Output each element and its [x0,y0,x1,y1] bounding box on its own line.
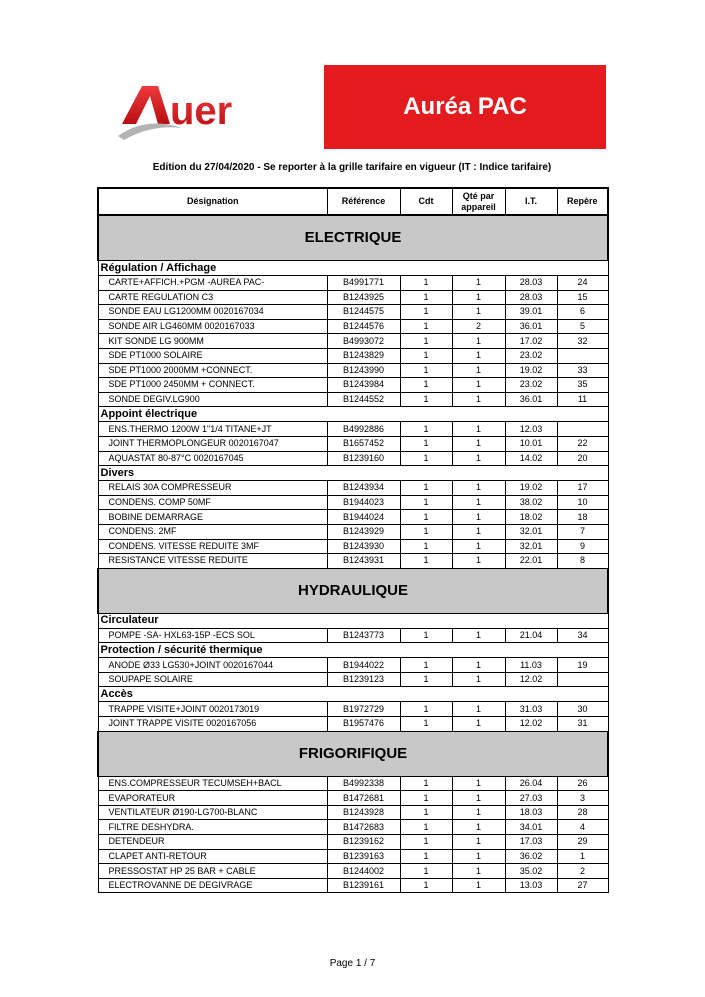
cell-designation: TRAPPE VISITE+JOINT 0020173019 [98,702,327,717]
table-row [98,524,608,539]
cell-repere: 10 [557,495,608,510]
cell-cdt: 1 [400,878,452,893]
category-label: Appoint électrique [98,407,608,422]
col-qty: Qté par appareil [452,188,505,215]
page-number: Page 1 / 7 [329,958,376,969]
cell-qty: 1 [452,510,505,525]
table-row [98,539,608,554]
table-row [98,510,608,525]
category-row [98,687,608,702]
cell-reference: B4991771 [327,276,400,291]
cell-it: 26.04 [505,776,557,791]
table-row [98,495,608,510]
cell-reference: B1239161 [327,878,400,893]
cell-cdt: 1 [400,392,452,407]
cell-designation: CARTE REGULATION C3 [98,290,327,305]
cell-it: 12.03 [505,422,557,437]
cell-repere: 27 [557,878,608,893]
cell-reference: B1243931 [327,554,400,569]
cell-reference: B1243934 [327,481,400,496]
cell-reference: B4993072 [327,334,400,349]
cell-cdt: 1 [400,805,452,820]
cell-cdt: 1 [400,776,452,791]
cell-it: 39.01 [505,305,557,320]
cell-cdt: 1 [400,524,452,539]
cell-it: 14.02 [505,451,557,466]
cell-cdt: 1 [400,628,452,643]
category-label: Régulation / Affichage [98,261,608,276]
cell-designation: CONDENS. VITESSE REDUITE 3MF [98,539,327,554]
cell-reference: B1244002 [327,864,400,879]
category-label: Divers [98,466,608,481]
cell-it: 38.02 [505,495,557,510]
cell-it: 27.03 [505,791,557,806]
svg-text:uer: uer [170,89,233,133]
cell-repere: 22 [557,436,608,451]
cell-qty: 1 [452,878,505,893]
table-row [98,791,608,806]
cell-qty: 1 [452,864,505,879]
cell-qty: 1 [452,334,505,349]
table-row [98,702,608,717]
table-row [98,392,608,407]
cell-reference: B1972729 [327,702,400,717]
cell-qty: 1 [452,791,505,806]
category-row [98,407,608,422]
cell-designation: RELAIS 30A COMPRESSEUR [98,481,327,496]
parts-table [97,187,609,893]
cell-repere: 24 [557,276,608,291]
category-row [98,643,608,658]
cell-repere [557,672,608,687]
cell-designation: POMPE -SA- HXL63-15P -ECS SOL [98,628,327,643]
cell-qty: 1 [452,276,505,291]
cell-qty: 1 [452,554,505,569]
cell-repere: 34 [557,628,608,643]
cell-designation: CONDENS. COMP 50MF [98,495,327,510]
cell-cdt: 1 [400,378,452,393]
cell-qty: 1 [452,702,505,717]
cell-it: 31.03 [505,702,557,717]
cell-designation: CONDENS. 2MF [98,524,327,539]
cell-repere: 1 [557,849,608,864]
cell-reference: B1243928 [327,805,400,820]
cell-designation: SONDE AIR LG460MM 0020167033 [98,319,327,334]
cell-designation: AQUASTAT 80-87°C 0020167045 [98,451,327,466]
table-row [98,835,608,850]
cell-repere: 33 [557,363,608,378]
category-label: Protection / sécurité thermique [98,643,608,658]
cell-it: 17.02 [505,334,557,349]
cell-reference: B1244552 [327,392,400,407]
cell-repere: 8 [557,554,608,569]
cell-cdt: 1 [400,849,452,864]
cell-it: 28.03 [505,290,557,305]
table-row [98,481,608,496]
cell-cdt: 1 [400,510,452,525]
cell-designation: SONDE DEGIV.LG900 [98,392,327,407]
cell-qty: 1 [452,672,505,687]
cell-repere: 2 [557,864,608,879]
table-row [98,820,608,835]
product-title: Auréa PAC [324,65,606,149]
cell-it: 12.02 [505,717,557,732]
table-row [98,422,608,437]
cell-it: 21.04 [505,628,557,643]
cell-reference: B1472681 [327,791,400,806]
cell-repere: 3 [557,791,608,806]
cell-reference: B1944024 [327,510,400,525]
table-row [98,658,608,673]
cell-cdt: 1 [400,290,452,305]
cell-it: 34.01 [505,820,557,835]
cell-cdt: 1 [400,539,452,554]
table-row [98,290,608,305]
cell-reference: B1243984 [327,378,400,393]
table-row [98,878,608,893]
cell-repere [557,422,608,437]
cell-qty: 1 [452,539,505,554]
cell-reference: B1243829 [327,348,400,363]
cell-repere: 35 [557,378,608,393]
cell-qty: 1 [452,805,505,820]
cell-cdt: 1 [400,276,452,291]
cell-designation: CLAPET ANTI-RETOUR [98,849,327,864]
cell-designation: SDE PT1000 SOLAIRE [98,348,327,363]
table-row [98,554,608,569]
cell-repere: 5 [557,319,608,334]
cell-it: 22.01 [505,554,557,569]
cell-designation: JOINT THERMOPLONGEUR 0020167047 [98,436,327,451]
cell-reference: B1239163 [327,849,400,864]
cell-designation: ANODE Ø33 LG530+JOINT 0020167044 [98,658,327,673]
cell-reference: B1944022 [327,658,400,673]
cell-it: 10.01 [505,436,557,451]
cell-it: 35.02 [505,864,557,879]
cell-it: 36.01 [505,392,557,407]
cell-repere [557,348,608,363]
cell-designation: ENS.COMPRESSEUR TECUMSEH+BACL [98,776,327,791]
cell-qty: 1 [452,392,505,407]
cell-designation: ENS.THERMO 1200W 1"1/4 TITANE+JT [98,422,327,437]
cell-reference: B1243929 [327,524,400,539]
cell-designation: SOUPAPE SOLAIRE [98,672,327,687]
cell-repere: 30 [557,702,608,717]
cell-cdt: 1 [400,436,452,451]
cell-cdt: 1 [400,820,452,835]
cell-cdt: 1 [400,658,452,673]
cell-repere: 18 [557,510,608,525]
cell-it: 19.02 [505,481,557,496]
cell-qty: 1 [452,820,505,835]
cell-it: 23.02 [505,378,557,393]
cell-designation: SONDE EAU LG1200MM 0020167034 [98,305,327,320]
cell-qty: 1 [452,290,505,305]
category-label: Accès [98,687,608,702]
cell-cdt: 1 [400,451,452,466]
cell-designation: EVAPORATEUR [98,791,327,806]
cell-repere: 6 [557,305,608,320]
cell-qty: 1 [452,776,505,791]
col-reference: Référence [327,188,400,215]
cell-repere: 29 [557,835,608,850]
cell-repere: 15 [557,290,608,305]
cell-designation: FILTRE DESHYDRA. [98,820,327,835]
cell-cdt: 1 [400,864,452,879]
section-title: HYDRAULIQUE [98,568,608,613]
cell-repere: 32 [557,334,608,349]
cell-repere: 26 [557,776,608,791]
cell-reference: B4992886 [327,422,400,437]
cell-qty: 1 [452,378,505,393]
table-row [98,849,608,864]
cell-qty: 1 [452,305,505,320]
table-row [98,305,608,320]
cell-reference: B1243930 [327,539,400,554]
edition-note: Edition du 27/04/2020 - Se reporter à la grille tarifaire en vigueur (IT : Indice tarifaire) [152,162,552,173]
cell-it: 28.03 [505,276,557,291]
cell-cdt: 1 [400,348,452,363]
cell-repere: 7 [557,524,608,539]
cell-reference: B4992338 [327,776,400,791]
cell-reference: B1243925 [327,290,400,305]
cell-designation: PRESSOSTAT HP 25 BAR + CABLE [98,864,327,879]
section-title: FRIGORIFIQUE [98,731,608,776]
cell-reference: B1243990 [327,363,400,378]
cell-designation: ELECTROVANNE DE DEGIVRAGE [98,878,327,893]
cell-qty: 1 [452,363,505,378]
table-row [98,776,608,791]
cell-reference: B1239162 [327,835,400,850]
cell-cdt: 1 [400,717,452,732]
cell-reference: B1239123 [327,672,400,687]
cell-it: 32.01 [505,524,557,539]
category-row [98,261,608,276]
cell-repere: 9 [557,539,608,554]
cell-it: 19.02 [505,363,557,378]
table-row [98,805,608,820]
auer-logo [118,80,288,140]
cell-designation: SDE PT1000 2000MM +CONNECT. [98,363,327,378]
cell-it: 36.02 [505,849,557,864]
table-row [98,276,608,291]
cell-qty: 1 [452,628,505,643]
cell-reference: B1944023 [327,495,400,510]
cell-qty: 1 [452,422,505,437]
table-row [98,672,608,687]
table-header-row [98,188,608,215]
cell-cdt: 1 [400,319,452,334]
cell-qty: 1 [452,495,505,510]
cell-cdt: 1 [400,554,452,569]
cell-qty: 1 [452,524,505,539]
cell-reference: B1244576 [327,319,400,334]
cell-qty: 1 [452,481,505,496]
section-header [98,215,608,261]
cell-repere: 20 [557,451,608,466]
table-row [98,864,608,879]
cell-repere: 31 [557,717,608,732]
cell-reference: B1239160 [327,451,400,466]
section-header [98,731,608,776]
cell-repere: 28 [557,805,608,820]
category-row [98,613,608,628]
cell-repere: 17 [557,481,608,496]
cell-cdt: 1 [400,702,452,717]
cell-designation: VENTILATEUR Ø190-LG700-BLANC [98,805,327,820]
table-body [98,215,608,893]
cell-reference: B1244575 [327,305,400,320]
cell-it: 23.02 [505,348,557,363]
cell-cdt: 1 [400,481,452,496]
cell-it: 17.03 [505,835,557,850]
table-row [98,378,608,393]
cell-it: 11.03 [505,658,557,673]
table-row [98,436,608,451]
col-cdt: Cdt [400,188,452,215]
cell-it: 12.02 [505,672,557,687]
cell-reference: B1657452 [327,436,400,451]
cell-cdt: 1 [400,672,452,687]
cell-qty: 1 [452,348,505,363]
cell-repere: 19 [557,658,608,673]
table-row [98,717,608,732]
cell-qty: 1 [452,717,505,732]
cell-cdt: 1 [400,791,452,806]
table-row [98,628,608,643]
category-label: Circulateur [98,613,608,628]
col-repere: Repère [557,188,608,215]
cell-designation: BOBINE DEMARRAGE [98,510,327,525]
section-header [98,568,608,613]
table-row [98,451,608,466]
cell-qty: 1 [452,849,505,864]
cell-cdt: 1 [400,305,452,320]
cell-reference: B1243773 [327,628,400,643]
cell-qty: 1 [452,451,505,466]
cell-it: 18.03 [505,805,557,820]
cell-cdt: 1 [400,835,452,850]
cell-cdt: 1 [400,363,452,378]
cell-it: 13.03 [505,878,557,893]
cell-qty: 2 [452,319,505,334]
cell-reference: B1957476 [327,717,400,732]
cell-qty: 1 [452,658,505,673]
cell-it: 36.01 [505,319,557,334]
cell-qty: 1 [452,835,505,850]
cell-designation: SDE PT1000 2450MM + CONNECT. [98,378,327,393]
cell-qty: 1 [452,436,505,451]
cell-designation: KIT SONDE LG 900MM [98,334,327,349]
cell-it: 32.01 [505,539,557,554]
col-it: I.T. [505,188,557,215]
category-row [98,466,608,481]
cell-repere: 4 [557,820,608,835]
cell-designation: DETENDEUR [98,835,327,850]
table-row [98,319,608,334]
cell-designation: RESISTANCE VITESSE REDUITE [98,554,327,569]
cell-cdt: 1 [400,422,452,437]
section-title: ELECTRIQUE [98,215,608,261]
cell-repere: 11 [557,392,608,407]
table-row [98,363,608,378]
cell-designation: CARTE+AFFICH.+PGM -AUREA PAC- [98,276,327,291]
cell-cdt: 1 [400,495,452,510]
cell-cdt: 1 [400,334,452,349]
cell-designation: JOINT TRAPPE VISITE 0020167056 [98,717,327,732]
cell-it: 18.02 [505,510,557,525]
table-row [98,348,608,363]
col-designation: Désignation [98,188,327,215]
table-row [98,334,608,349]
cell-reference: B1472683 [327,820,400,835]
